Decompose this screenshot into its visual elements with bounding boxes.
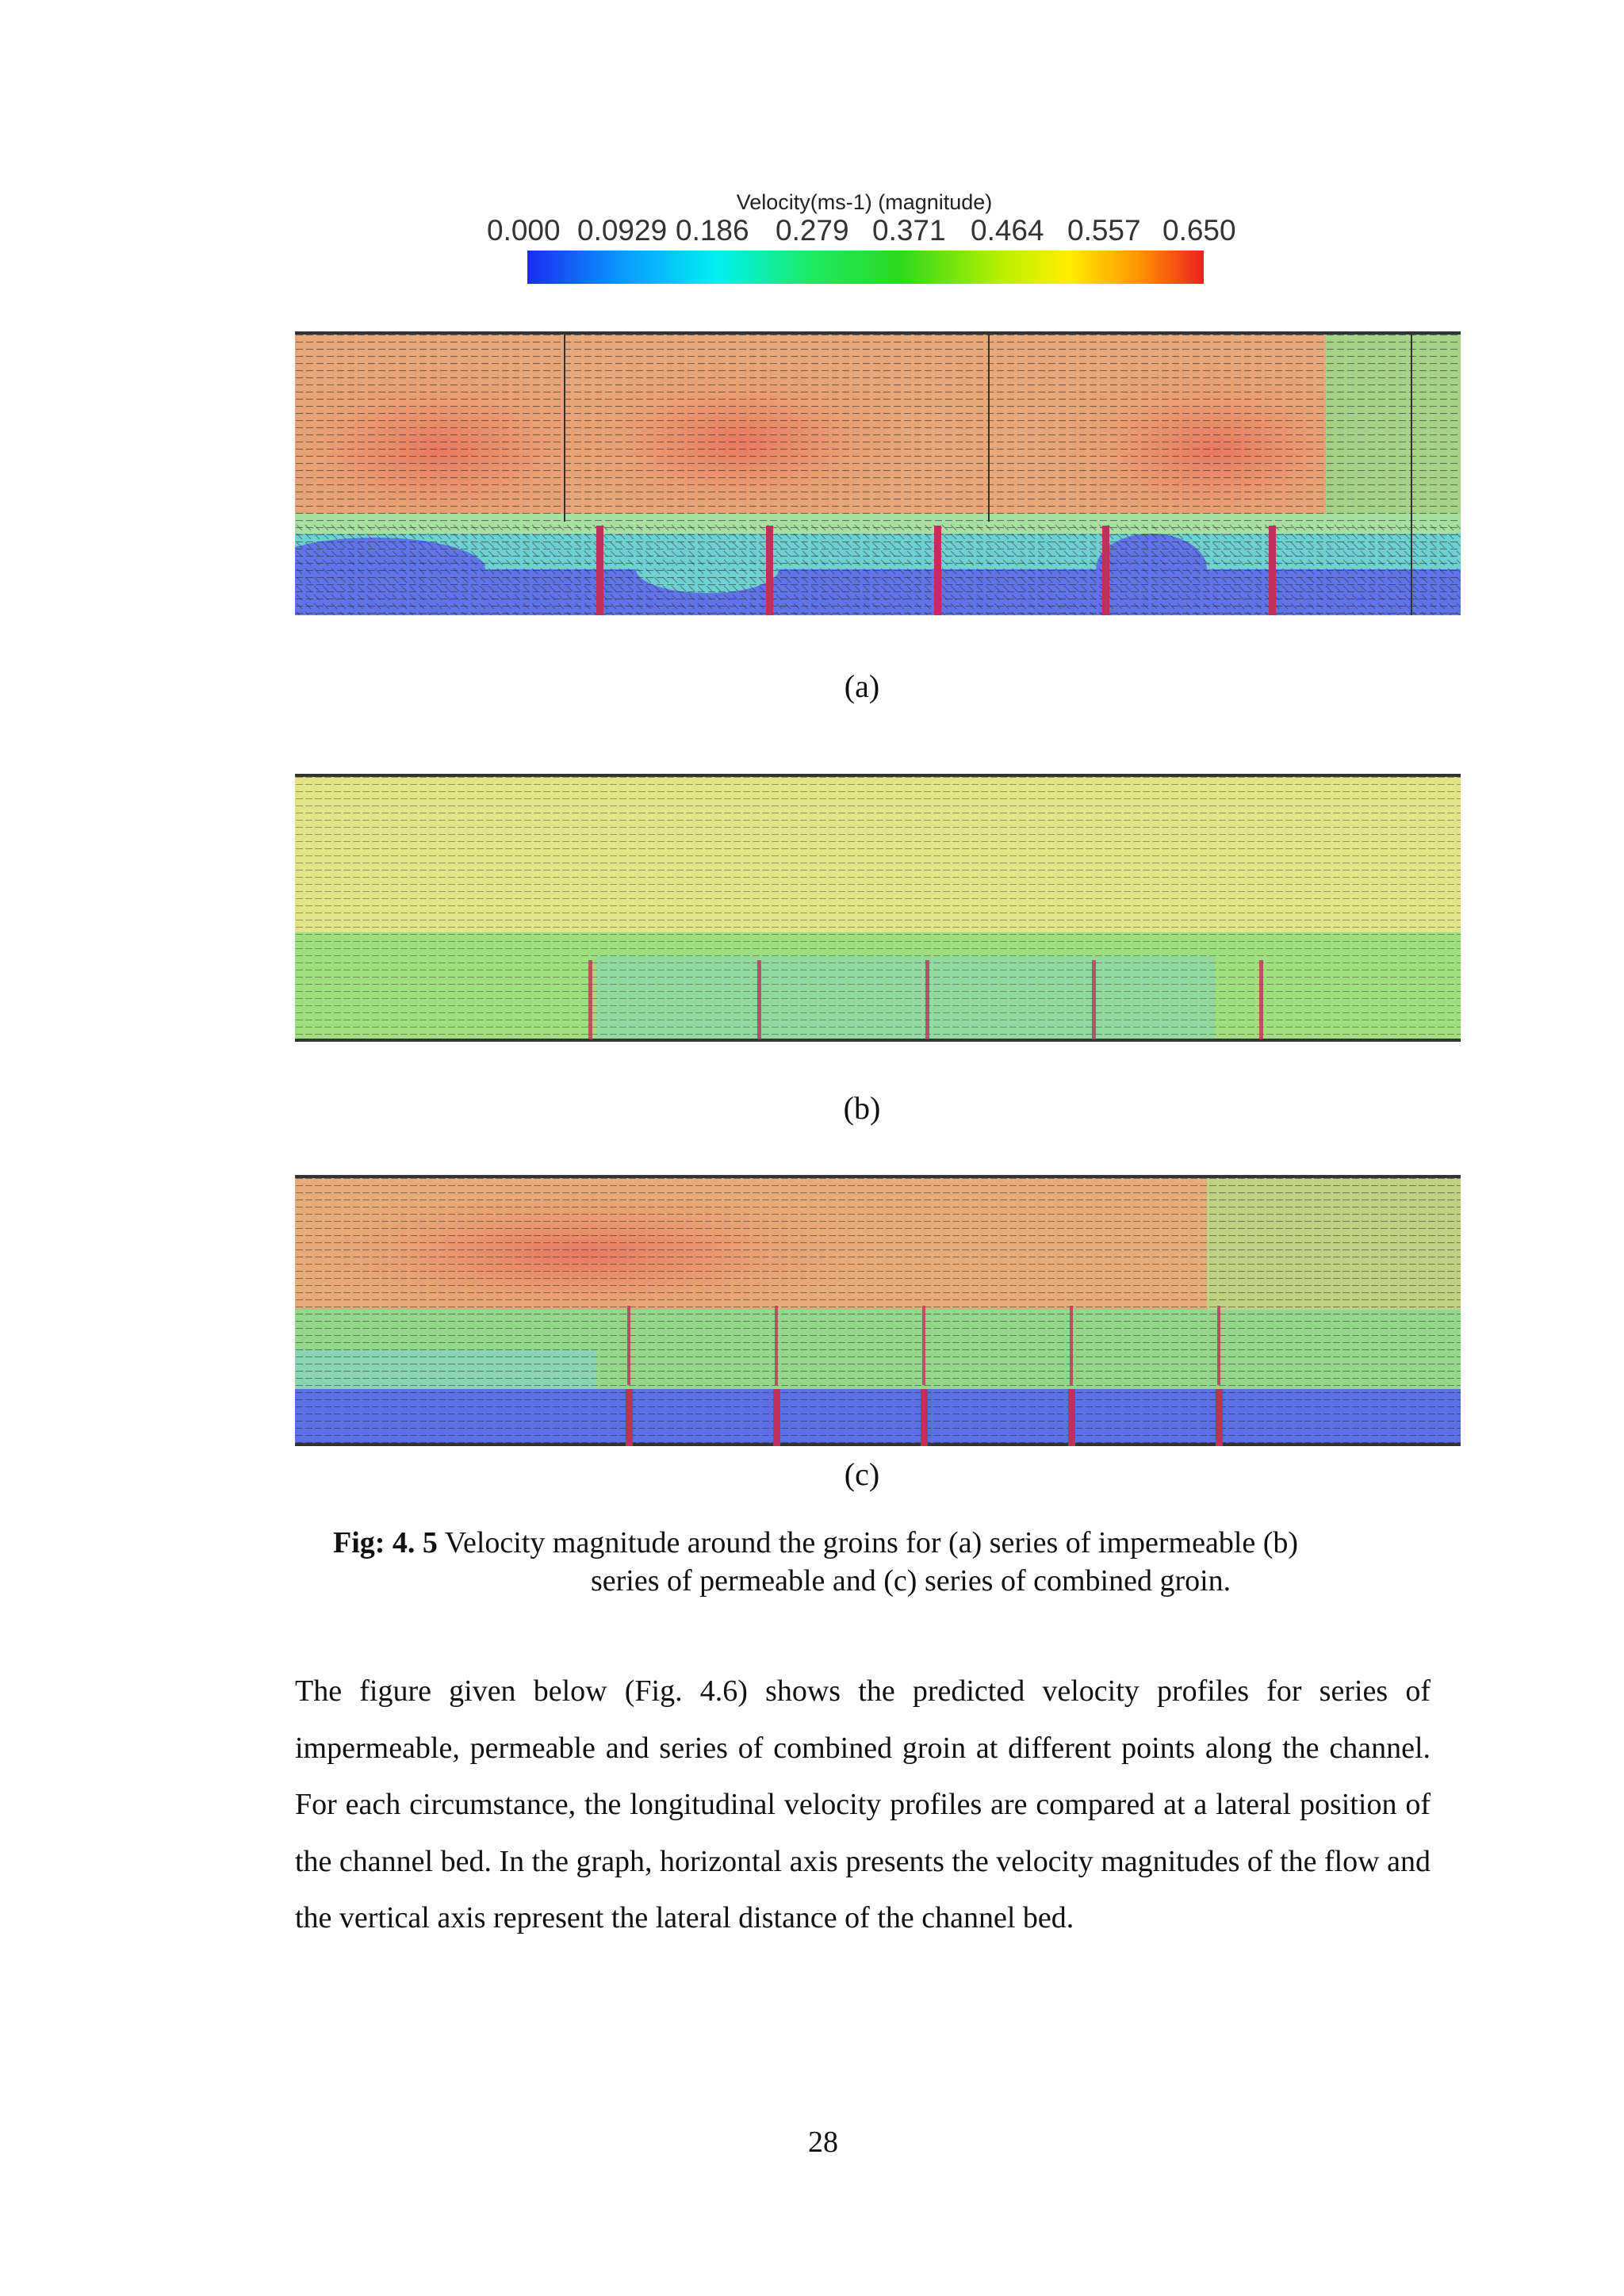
figure-caption: [333, 1524, 1427, 1600]
caption-text-line2: series of permeable and (c) series of combined groin.: [591, 1564, 1231, 1598]
subfigure-label-b: (b): [843, 1090, 881, 1126]
colorbar-tick: 0.186: [676, 214, 749, 247]
colorbar-tick: 0.000: [487, 214, 561, 247]
colorbar-title: Velocity(ms-1) (magnitude): [736, 190, 993, 214]
subfigure-label-a: (a): [844, 668, 880, 704]
colorbar-tick: 0.279: [776, 214, 849, 247]
caption-label: Fig: 4. 5: [333, 1526, 438, 1559]
colorbar-tick: 0.371: [872, 214, 946, 247]
velocity-colorbar: [476, 190, 1253, 293]
page-number: 28: [808, 2126, 838, 2159]
colorbar-tick: 0.557: [1067, 214, 1141, 247]
caption-text-line1: Velocity magnitude around the groins for (a) series of impermeable (b): [444, 1526, 1299, 1559]
body-paragraph: The figure given below (Fig. 4.6) shows the predicted velocity profiles for series of impermeable, permeable and series of combined groin at different points along the channel. For each circumstance, the longitudinal velocity profiles are compared at a lateral position of the channel bed. In the graph, horizontal axis presents the velocity magnitudes of the flow and the vertical axis represent the lateral distance of the channel bed.: [295, 1674, 1431, 1934]
colorbar-ticks: [476, 214, 1253, 249]
colorbar-tick: 0.0929: [577, 214, 668, 247]
subfigure-label-c: (c): [844, 1456, 880, 1492]
colorbar-tick: 0.464: [971, 214, 1044, 247]
colorbar-tick: 0.650: [1162, 214, 1236, 247]
velocity-field-combined: [295, 1175, 1461, 1446]
velocity-field-permeable: [295, 774, 1461, 1042]
velocity-field-impermeable: [295, 331, 1461, 615]
colorbar-gradient: [527, 251, 1204, 284]
